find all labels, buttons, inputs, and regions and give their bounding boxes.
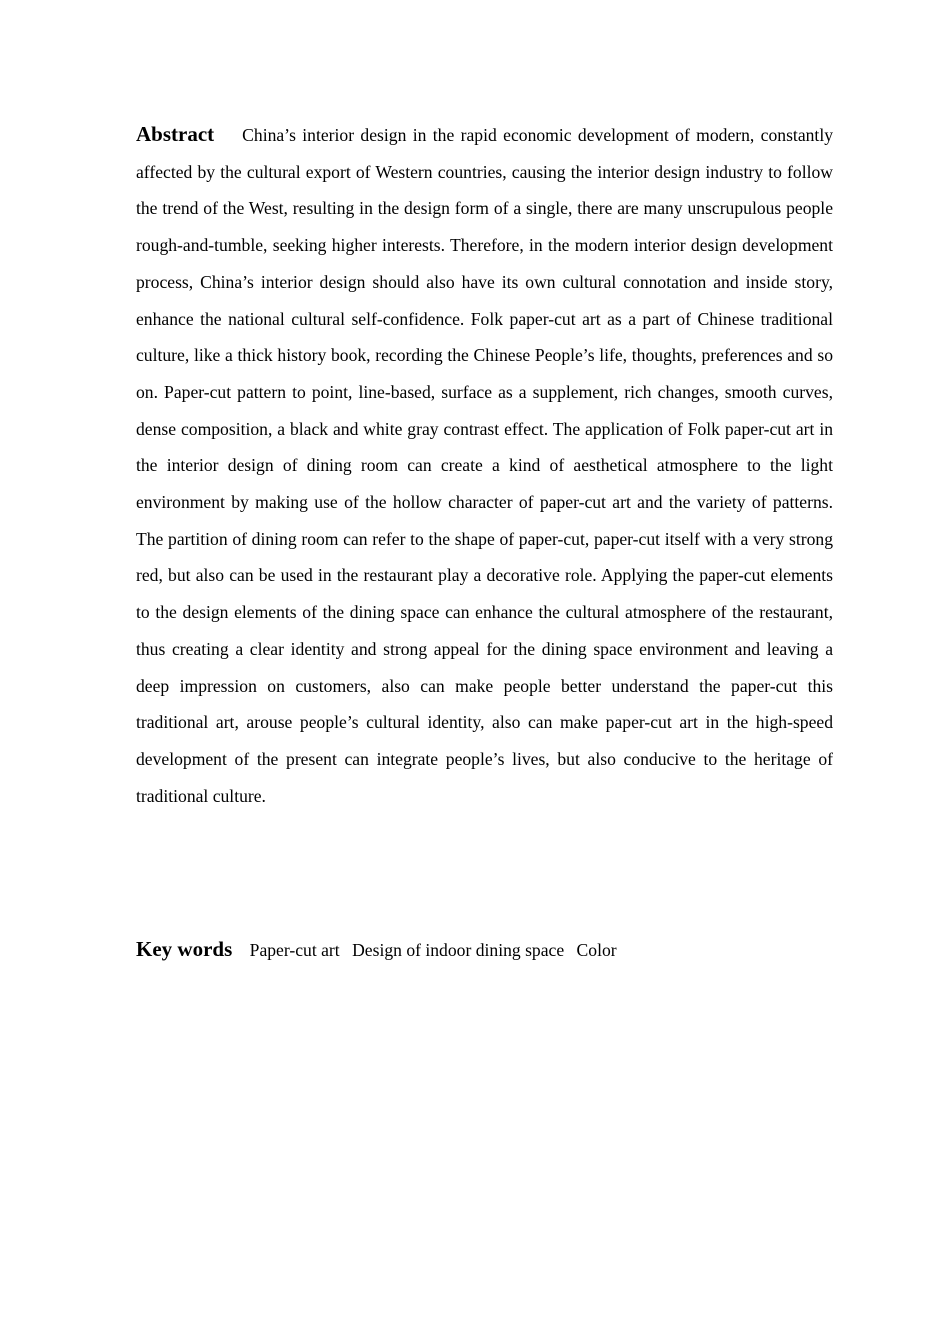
keyword-item: Color (576, 940, 617, 960)
keywords-section (136, 931, 833, 968)
abstract-text: China’s interior design in the rapid economic development of modern, constantly affected by the cultural export of Western countries, causing the interior design industry to follow the trend of the West, resulting in the design form of a single, there are many unscrupulous people rough-and-tumble, seeking higher interests. Therefore, in the modern interior design development process, China’s interior design should also have its own cultural connotation and inside story, enhance the national cultural self-confidence. Folk paper-cut art as a part of Chinese traditional culture, like a thick history book, recording the Chinese People’s life, thoughts, preferences and so on. Paper-cut pattern to point, line-based, surface as a supplement, rich changes, smooth curves, dense composition, a black and white gray contrast effect. The application of Folk paper-cut art in the interior design of dining room can create a kind of aesthetical atmosphere to the light environment by making use of the hollow character of paper-cut art and the variety of patterns. The partition of dining room can refer to the shape of paper-cut, paper-cut itself with a very strong red, but also can be used in the restaurant play a decorative role. Applying the paper-cut elements to the design elements of the dining space can enhance the cultural atmosphere of the restaurant, thus creating a clear identity and strong appeal for the dining space environment and leaving a deep impression on customers, also can make people better understand the paper-cut this traditional art, arouse people’s cultural identity, also can make paper-cut art in the high-speed development of the present can integrate people’s lives, but also conducive to the heritage of traditional culture. (136, 125, 833, 806)
abstract-heading: Abstract (136, 122, 215, 146)
keyword-item: Design of indoor dining space (352, 940, 565, 960)
abstract-section (136, 116, 833, 814)
keyword-item: Paper-cut art (249, 940, 340, 960)
keywords-heading: Key words (136, 937, 233, 961)
